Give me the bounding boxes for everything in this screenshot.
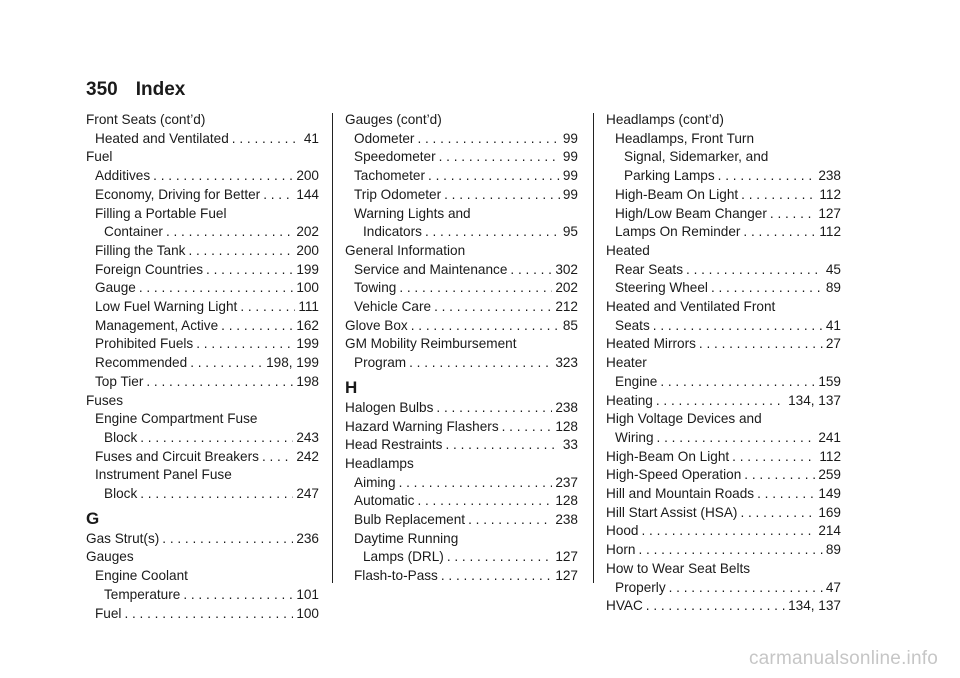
index-entry-page[interactable]: 237 bbox=[555, 474, 578, 490]
index-entry-term: Head Restraints bbox=[345, 437, 443, 453]
index-entry-term: Hood bbox=[606, 523, 639, 539]
dot-leader bbox=[439, 148, 560, 167]
index-entry-page[interactable]: 101 bbox=[296, 586, 319, 602]
index-column-1 bbox=[86, 111, 319, 623]
index-entry bbox=[86, 242, 319, 261]
index-entry-term: Low Fuel Warning Light bbox=[95, 299, 238, 315]
index-entry bbox=[86, 279, 319, 298]
dot-leader bbox=[140, 429, 293, 448]
index-topic: Headlamps bbox=[345, 455, 414, 471]
index-entry-page[interactable]: 100 bbox=[296, 605, 319, 621]
dot-leader bbox=[718, 167, 816, 186]
dot-leader bbox=[425, 223, 560, 242]
dot-leader bbox=[188, 242, 293, 261]
index-entry-term: High-Beam On Light bbox=[615, 186, 739, 202]
index-entry-term: High-Beam On Light bbox=[606, 448, 730, 464]
index-entry-page[interactable]: 127 bbox=[818, 205, 841, 221]
dot-leader bbox=[162, 530, 293, 549]
dot-leader bbox=[409, 354, 552, 373]
index-entry bbox=[345, 317, 578, 336]
index-entry-term: High-Speed Operation bbox=[606, 467, 742, 483]
index-entry bbox=[345, 511, 578, 530]
index-entry-page[interactable]: 144 bbox=[296, 186, 319, 202]
dot-leader bbox=[190, 354, 263, 373]
index-entry-page[interactable]: 112 bbox=[819, 448, 841, 464]
index-entry bbox=[345, 223, 578, 242]
index-entry-page[interactable]: 199 bbox=[296, 336, 319, 352]
dot-leader bbox=[669, 579, 823, 598]
index-entry-page[interactable]: 45 bbox=[825, 261, 841, 277]
index-topic: Filling a Portable Fuel bbox=[95, 205, 227, 221]
dot-leader bbox=[660, 373, 815, 392]
index-entry-term: Hill Start Assist (HSA) bbox=[606, 504, 738, 520]
dot-leader bbox=[699, 335, 823, 354]
dot-leader bbox=[140, 485, 293, 504]
index-entry bbox=[606, 522, 841, 541]
index-entry-page[interactable]: 41 bbox=[825, 317, 841, 333]
index-entry-page[interactable]: 198, 199 bbox=[266, 355, 319, 371]
index-topic: General Information bbox=[345, 242, 466, 258]
index-entry bbox=[345, 186, 578, 205]
dot-leader bbox=[447, 548, 552, 567]
index-entry-term: Gauge bbox=[95, 280, 136, 296]
index-entry-page[interactable]: 112 bbox=[819, 224, 841, 240]
index-entry-page[interactable]: 95 bbox=[562, 224, 578, 240]
dot-leader bbox=[139, 279, 293, 298]
index-topic: Gauges bbox=[86, 549, 134, 565]
index-entry bbox=[345, 567, 578, 586]
index-entry-page[interactable]: 323 bbox=[555, 355, 578, 371]
index-entry-page[interactable]: 302 bbox=[555, 261, 578, 277]
index-entry bbox=[345, 418, 578, 437]
index-entry-term: Speedometer bbox=[354, 149, 436, 165]
dot-leader bbox=[444, 186, 560, 205]
dot-leader bbox=[445, 436, 559, 455]
index-entry-page[interactable]: 47 bbox=[825, 579, 841, 595]
column-divider bbox=[332, 113, 333, 583]
index-topic: Headlamps (cont’d) bbox=[606, 112, 724, 127]
index-entry-term: Flash-to-Pass bbox=[354, 568, 438, 584]
index-entry-term: Fuel bbox=[95, 605, 122, 621]
index-entry-term: Recommended bbox=[95, 355, 188, 371]
index-entry-term: Prohibited Fuels bbox=[95, 336, 194, 352]
dot-leader bbox=[221, 317, 293, 336]
index-entry-term: Automatic bbox=[354, 493, 415, 509]
index-letter-heading: H bbox=[345, 377, 358, 397]
index-entry-term: Properly bbox=[615, 579, 666, 595]
index-entry-page[interactable]: 162 bbox=[296, 317, 319, 333]
index-entry-term: Block bbox=[104, 486, 138, 502]
index-entry-page[interactable]: 200 bbox=[296, 168, 319, 184]
index-entry-page[interactable]: 198 bbox=[296, 373, 319, 389]
index-entry-term: Towing bbox=[354, 280, 397, 296]
dot-leader bbox=[183, 586, 293, 605]
index-topic: Heated and Ventilated Front bbox=[606, 299, 776, 315]
index-entry bbox=[606, 186, 841, 205]
index-entry-page[interactable]: 259 bbox=[818, 467, 841, 483]
index-topic: Headlamps, Front Turn bbox=[615, 130, 755, 146]
index-entry-page[interactable]: 241 bbox=[818, 429, 841, 445]
index-entry-term: Filling the Tank bbox=[95, 242, 186, 258]
index-entry bbox=[86, 530, 319, 549]
index-entry-page[interactable]: 99 bbox=[562, 186, 578, 202]
index-entry-term: Lamps On Reminder bbox=[615, 224, 741, 240]
index-entry-term: Parking Lamps bbox=[624, 168, 715, 184]
index-entry bbox=[345, 279, 578, 298]
index-entry-page[interactable]: 243 bbox=[296, 429, 319, 445]
index-entry bbox=[606, 205, 841, 224]
index-entry bbox=[345, 548, 578, 567]
index-entry bbox=[86, 223, 319, 242]
index-entry-page[interactable]: 85 bbox=[562, 317, 578, 333]
index-entry-term: Engine bbox=[615, 373, 658, 389]
index-entry bbox=[86, 605, 319, 624]
index-entry bbox=[345, 298, 578, 317]
index-entry-page[interactable]: 89 bbox=[825, 542, 841, 558]
index-entry-page[interactable]: 89 bbox=[825, 280, 841, 296]
index-topic: Front Seats (cont’d) bbox=[86, 112, 206, 127]
dot-leader bbox=[642, 522, 816, 541]
index-entry-page[interactable]: 214 bbox=[818, 523, 841, 539]
index-entry bbox=[606, 223, 841, 242]
index-entry-term: Aiming bbox=[354, 474, 396, 490]
index-topic: Heated bbox=[606, 242, 650, 258]
index-entry bbox=[345, 492, 578, 511]
dot-leader bbox=[638, 541, 822, 560]
index-entry-term: Additives bbox=[95, 168, 151, 184]
index-entry-page[interactable]: 169 bbox=[818, 504, 841, 520]
section-title: Index bbox=[135, 79, 186, 100]
dot-leader bbox=[732, 448, 816, 467]
index-entry-term: Wiring bbox=[615, 429, 654, 445]
index-entry-term: Steering Wheel bbox=[615, 280, 708, 296]
index-entry-page[interactable]: 202 bbox=[296, 224, 319, 240]
index-entry bbox=[345, 354, 578, 373]
index-entry-term: Temperature bbox=[104, 586, 181, 602]
index-entry-page[interactable]: 134, 137 bbox=[788, 598, 841, 614]
index-entry-page[interactable]: 99 bbox=[562, 168, 578, 184]
index-entry bbox=[606, 504, 841, 523]
dot-leader bbox=[206, 261, 293, 280]
index-entry bbox=[86, 186, 319, 205]
index-topic: Fuel bbox=[86, 149, 113, 165]
dot-leader bbox=[232, 130, 301, 149]
index-entry bbox=[606, 429, 841, 448]
index-entry bbox=[345, 148, 578, 167]
index-topic: Heater bbox=[606, 355, 647, 371]
index-entry-page[interactable]: 127 bbox=[555, 568, 578, 584]
index-entry-term: Trip Odometer bbox=[354, 186, 442, 202]
index-entry-page[interactable]: 134, 137 bbox=[788, 392, 841, 408]
index-entry-term: High/Low Beam Changer bbox=[615, 205, 767, 221]
dot-leader bbox=[686, 261, 823, 280]
watermark: carmanualsonline.info bbox=[748, 648, 938, 669]
index-entry bbox=[345, 474, 578, 493]
index-entry bbox=[606, 485, 841, 504]
index-entry-page[interactable]: 128 bbox=[555, 418, 578, 434]
dot-leader bbox=[502, 418, 553, 437]
index-entry-page[interactable]: 202 bbox=[555, 280, 578, 296]
index-column-3 bbox=[606, 111, 841, 616]
dot-leader bbox=[196, 335, 293, 354]
dot-leader bbox=[656, 392, 785, 411]
dot-leader bbox=[740, 504, 815, 523]
dot-leader bbox=[399, 474, 553, 493]
index-entry bbox=[86, 167, 319, 186]
dot-leader bbox=[711, 279, 823, 298]
dot-leader bbox=[468, 511, 552, 530]
index-entry-page[interactable]: 199 bbox=[296, 261, 319, 277]
index-entry-term: HVAC bbox=[606, 598, 643, 614]
index-topic: How to Wear Seat Belts bbox=[606, 560, 751, 576]
index-entry-page[interactable]: 99 bbox=[562, 149, 578, 165]
dot-leader bbox=[770, 205, 815, 224]
dot-leader bbox=[124, 605, 293, 624]
index-entry bbox=[86, 448, 319, 467]
index-entry-term: Horn bbox=[606, 542, 636, 558]
index-entry bbox=[86, 261, 319, 280]
dot-leader bbox=[744, 466, 815, 485]
dot-leader bbox=[757, 485, 815, 504]
index-entry bbox=[606, 579, 841, 598]
dot-leader bbox=[510, 261, 552, 280]
index-entry bbox=[606, 466, 841, 485]
index-entry-page[interactable]: 238 bbox=[555, 399, 578, 415]
index-entry bbox=[86, 373, 319, 392]
dot-leader bbox=[411, 317, 560, 336]
index-entry-page[interactable]: 212 bbox=[555, 299, 578, 315]
index-entry-term: Service and Maintenance bbox=[354, 261, 508, 277]
index-entry-term: Program bbox=[354, 355, 407, 371]
index-entry bbox=[86, 298, 319, 317]
index-entry-page[interactable]: 112 bbox=[819, 186, 841, 202]
dot-leader bbox=[240, 298, 295, 317]
index-entry-term: Rear Seats bbox=[615, 261, 684, 277]
index-entry-page[interactable]: 159 bbox=[818, 373, 841, 389]
index-entry bbox=[345, 130, 578, 149]
index-entry-term: Foreign Countries bbox=[95, 261, 204, 277]
index-topic: Signal, Sidemarker, and bbox=[624, 149, 769, 165]
index-entry bbox=[86, 335, 319, 354]
dot-leader bbox=[434, 298, 552, 317]
index-entry-term: Gas Strut(s) bbox=[86, 530, 160, 546]
index-letter-heading: G bbox=[86, 508, 100, 528]
dot-leader bbox=[743, 223, 816, 242]
index-entry bbox=[86, 586, 319, 605]
index-topic: Engine Compartment Fuse bbox=[95, 411, 258, 427]
index-topic: Engine Coolant bbox=[95, 568, 188, 584]
index-entry-term: Halogen Bulbs bbox=[345, 399, 434, 415]
index-entry-page[interactable]: 99 bbox=[562, 130, 578, 146]
dot-leader bbox=[741, 186, 816, 205]
index-entry-page[interactable]: 33 bbox=[562, 437, 578, 453]
index-entry-term: Container bbox=[104, 224, 163, 240]
index-entry bbox=[606, 541, 841, 560]
index-entry bbox=[606, 317, 841, 336]
page-number: 350 bbox=[86, 79, 118, 100]
dot-leader bbox=[653, 317, 823, 336]
index-entry bbox=[86, 354, 319, 373]
index-entry-term: Heated and Ventilated bbox=[95, 130, 229, 146]
index-entry bbox=[86, 485, 319, 504]
index-entry-term: Vehicle Care bbox=[354, 299, 432, 315]
index-entry bbox=[345, 261, 578, 280]
index-entry-page[interactable]: 27 bbox=[825, 336, 841, 352]
page-header bbox=[86, 79, 185, 101]
index-entry bbox=[86, 130, 319, 149]
index-entry bbox=[86, 317, 319, 336]
index-entry-page[interactable]: 100 bbox=[296, 280, 319, 296]
index-entry-term: Hill and Mountain Roads bbox=[606, 486, 755, 502]
index-entry-page[interactable]: 111 bbox=[298, 299, 319, 315]
dot-leader bbox=[417, 130, 559, 149]
index-entry-term: Tachometer bbox=[354, 168, 426, 184]
index-entry-term: Seats bbox=[615, 317, 650, 333]
index-topic: GM Mobility Reimbursement bbox=[345, 336, 517, 352]
index-entry-page[interactable]: 236 bbox=[296, 530, 319, 546]
index-entry bbox=[606, 392, 841, 411]
index-entry-page[interactable]: 41 bbox=[303, 130, 319, 146]
dot-leader bbox=[153, 167, 293, 186]
dot-leader bbox=[399, 279, 552, 298]
dot-leader bbox=[646, 597, 785, 616]
index-entry-term: Block bbox=[104, 429, 138, 445]
index-entry-term: Fuses and Circuit Breakers bbox=[95, 448, 259, 464]
index-entry bbox=[606, 279, 841, 298]
index-topic: Fuses bbox=[86, 392, 124, 408]
index-entry-term: Hazard Warning Flashers bbox=[345, 418, 499, 434]
index-entry bbox=[345, 399, 578, 418]
index-entry-term: Glove Box bbox=[345, 317, 408, 333]
dot-leader bbox=[263, 186, 293, 205]
index-entry bbox=[606, 261, 841, 280]
dot-leader bbox=[262, 448, 293, 467]
index-entry-page[interactable]: 247 bbox=[296, 486, 319, 502]
index-entry-page[interactable]: 238 bbox=[555, 512, 578, 528]
index-entry bbox=[606, 448, 841, 467]
index-entry-page[interactable]: 200 bbox=[296, 242, 319, 258]
column-divider bbox=[593, 113, 594, 583]
index-topic: Instrument Panel Fuse bbox=[95, 467, 232, 483]
index-entry-term: Heated Mirrors bbox=[606, 336, 696, 352]
dot-leader bbox=[166, 223, 293, 242]
dot-leader bbox=[428, 167, 560, 186]
index-entry-term: Economy, Driving for Better bbox=[95, 186, 261, 202]
dot-leader bbox=[417, 492, 552, 511]
index-entry bbox=[606, 335, 841, 354]
index-topic: High Voltage Devices and bbox=[606, 411, 762, 427]
index-entry-page[interactable]: 242 bbox=[296, 448, 319, 464]
index-topic: Gauges (cont’d) bbox=[345, 112, 442, 127]
index-topic: Warning Lights and bbox=[354, 205, 471, 221]
dot-leader bbox=[436, 399, 552, 418]
index-entry bbox=[345, 167, 578, 186]
index-entry-term: Lamps (DRL) bbox=[363, 549, 444, 565]
dot-leader bbox=[146, 373, 293, 392]
index-topic: Daytime Running bbox=[354, 530, 459, 546]
dot-leader bbox=[657, 429, 816, 448]
index-entry bbox=[606, 597, 841, 616]
index-entry-term: Indicators bbox=[363, 224, 422, 240]
index-entry-term: Heating bbox=[606, 392, 653, 408]
index-entry-term: Management, Active bbox=[95, 317, 219, 333]
index-entry-page[interactable]: 127 bbox=[555, 549, 578, 565]
index-entry-page[interactable]: 238 bbox=[818, 168, 841, 184]
index-column-2 bbox=[345, 111, 578, 586]
index-entry-term: Odometer bbox=[354, 130, 415, 146]
index-entry bbox=[345, 436, 578, 455]
index-entry-term: Bulb Replacement bbox=[354, 512, 466, 528]
index-entry bbox=[606, 167, 841, 186]
index-entry-page[interactable]: 149 bbox=[818, 486, 841, 502]
index-entry-page[interactable]: 128 bbox=[555, 493, 578, 509]
index-entry-term: Top Tier bbox=[95, 373, 144, 389]
index-entry bbox=[606, 373, 841, 392]
index-entry bbox=[86, 429, 319, 448]
dot-leader bbox=[441, 567, 552, 586]
